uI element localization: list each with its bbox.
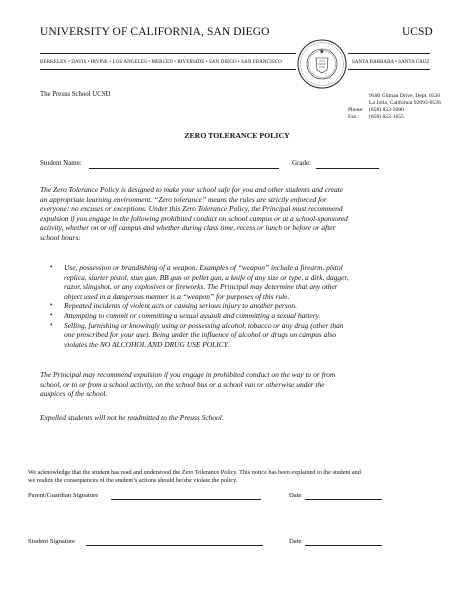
- bullet-icon: •: [50, 320, 53, 329]
- parent-date-label: Date: [289, 492, 302, 499]
- intro-line: everyone: no excuses or exceptions. Under this Zero Tolerance Policy, the Principal must recommend: [40, 204, 343, 214]
- university-name: UNIVERSITY OF CALIFORNIA, SAN DIEGO: [40, 26, 270, 38]
- header-rule-top: [40, 53, 430, 54]
- off-campus-line: auspices of the school.: [40, 389, 108, 399]
- intro-paragraph: [40, 185, 424, 243]
- parent-signature-field[interactable]: [111, 499, 261, 500]
- list-item-line: violates the NO ALCOHOL AND DRUG USE POLICY.: [64, 339, 230, 349]
- bullet-icon: •: [50, 301, 53, 310]
- acknowledgement-paragraph: [28, 469, 361, 486]
- list-item: [50, 263, 430, 301]
- list-item: [50, 321, 430, 350]
- address-value: 9500 Gilman Drive, Dept. 0536: [369, 93, 441, 99]
- intro-line: school hours:: [40, 232, 81, 242]
- university-abbrev: UCSD: [402, 26, 433, 38]
- readmission-text: Expelled students will not be readmitted to the Preuss School.: [40, 413, 224, 422]
- parent-date-field[interactable]: [305, 499, 382, 500]
- university-seal-icon: [296, 38, 348, 90]
- list-item-line: one prescribed for your use). Being under the influence of alcohol or drugs on campus also: [64, 330, 336, 340]
- prohibited-conduct-list: [50, 263, 430, 349]
- campus-list-right: SANTA BARBARA • SANTA CRUZ: [352, 59, 430, 65]
- address-value: La Jolla, California 92093-0536: [369, 100, 441, 107]
- readmission-paragraph: [40, 413, 424, 423]
- address-value: (858) 822-3000: [369, 107, 404, 114]
- campus-list: BERKELEY • DAVIS • IRVINE • LOS ANGELES • MERCED • RIVERSIDE • SAN DIEGO • SAN FRANCISCO: [40, 59, 282, 65]
- header-rule-bottom: [40, 69, 430, 70]
- acknowledgement-line: We acknowledge that the student has read and understood the Zero Tolerance Policy. This notice has been explained to the student and: [28, 469, 361, 476]
- address-label: Fax:: [348, 114, 358, 121]
- school-name: The Preuss School UCSD: [40, 91, 111, 98]
- list-item-line: replica, starter pistol, stun gun, BB gun or pellet gun, a knife of any size or type, a dirk, dagger,: [64, 272, 349, 282]
- grade-label: Grade:: [292, 159, 312, 167]
- bullet-icon: •: [50, 263, 53, 271]
- grade-field[interactable]: [316, 168, 379, 169]
- student-signature-field[interactable]: [86, 545, 263, 546]
- list-item-line: Use, possession or brandishing of a weapon. Examples of “weapon” include a firearm, pistol: [64, 263, 343, 272]
- list-item-line: Selling, furnishing or knowingly using or possessing alcohol, tobacco or any drug (other than: [64, 320, 344, 330]
- intro-line: activity, whether on or off campus and whether during class time, recess or lunch or before or after: [40, 223, 336, 233]
- intro-line: an appropriate learning environment. “Zero tolerance” means the rules are strictly enforced for: [40, 194, 327, 204]
- school-address: [348, 93, 441, 121]
- parent-signature-label: Parent/Guardian Signature: [28, 492, 99, 499]
- list-item-line: Attempting to commit or committing a sexual assault and committing a sexual battery.: [64, 310, 321, 320]
- student-date-label: Date: [289, 538, 302, 545]
- student-date-field[interactable]: [305, 545, 382, 546]
- intro-line: expulsion if you engage in the following prohibited conduct on school campus or at a school-sponsored: [40, 213, 348, 223]
- list-item: [50, 301, 430, 311]
- address-line: [348, 114, 441, 121]
- list-item-line: razor, slingshot, or any explosives or fireworks. The Principal may determine that any other: [64, 282, 338, 292]
- list-item-line: object used in a dangerous manner is a “weapon” for purposes of this rule.: [64, 291, 290, 301]
- acknowledgement-line: we realize the consequences of the student’s actions should he/she violate the policy.: [28, 477, 238, 485]
- list-item: [50, 311, 430, 321]
- off-campus-line: The Principal may recommend expulsion if you engage in prohibited conduct on the way to or from: [40, 370, 336, 379]
- student-signature-label: Student Signature: [28, 538, 76, 545]
- list-item-line: Repeated incidents of violent acts or causing serious injury to another person.: [64, 301, 298, 311]
- bullet-icon: •: [50, 310, 53, 319]
- document-title: ZERO TOLERANCE POLICY: [184, 131, 290, 140]
- address-value: (858) 822-1655: [369, 114, 404, 121]
- student-name-label: Student Name:: [40, 159, 82, 167]
- student-name-field[interactable]: [89, 168, 279, 169]
- address-label: Phone:: [348, 107, 364, 114]
- off-campus-line: school, or to or from a school activity, on the school bus or a school van or otherwise under the: [40, 379, 325, 389]
- intro-line: The Zero Tolerance Policy is designed to make your school safe for you and other students and create: [40, 185, 344, 194]
- off-campus-paragraph: [40, 370, 424, 399]
